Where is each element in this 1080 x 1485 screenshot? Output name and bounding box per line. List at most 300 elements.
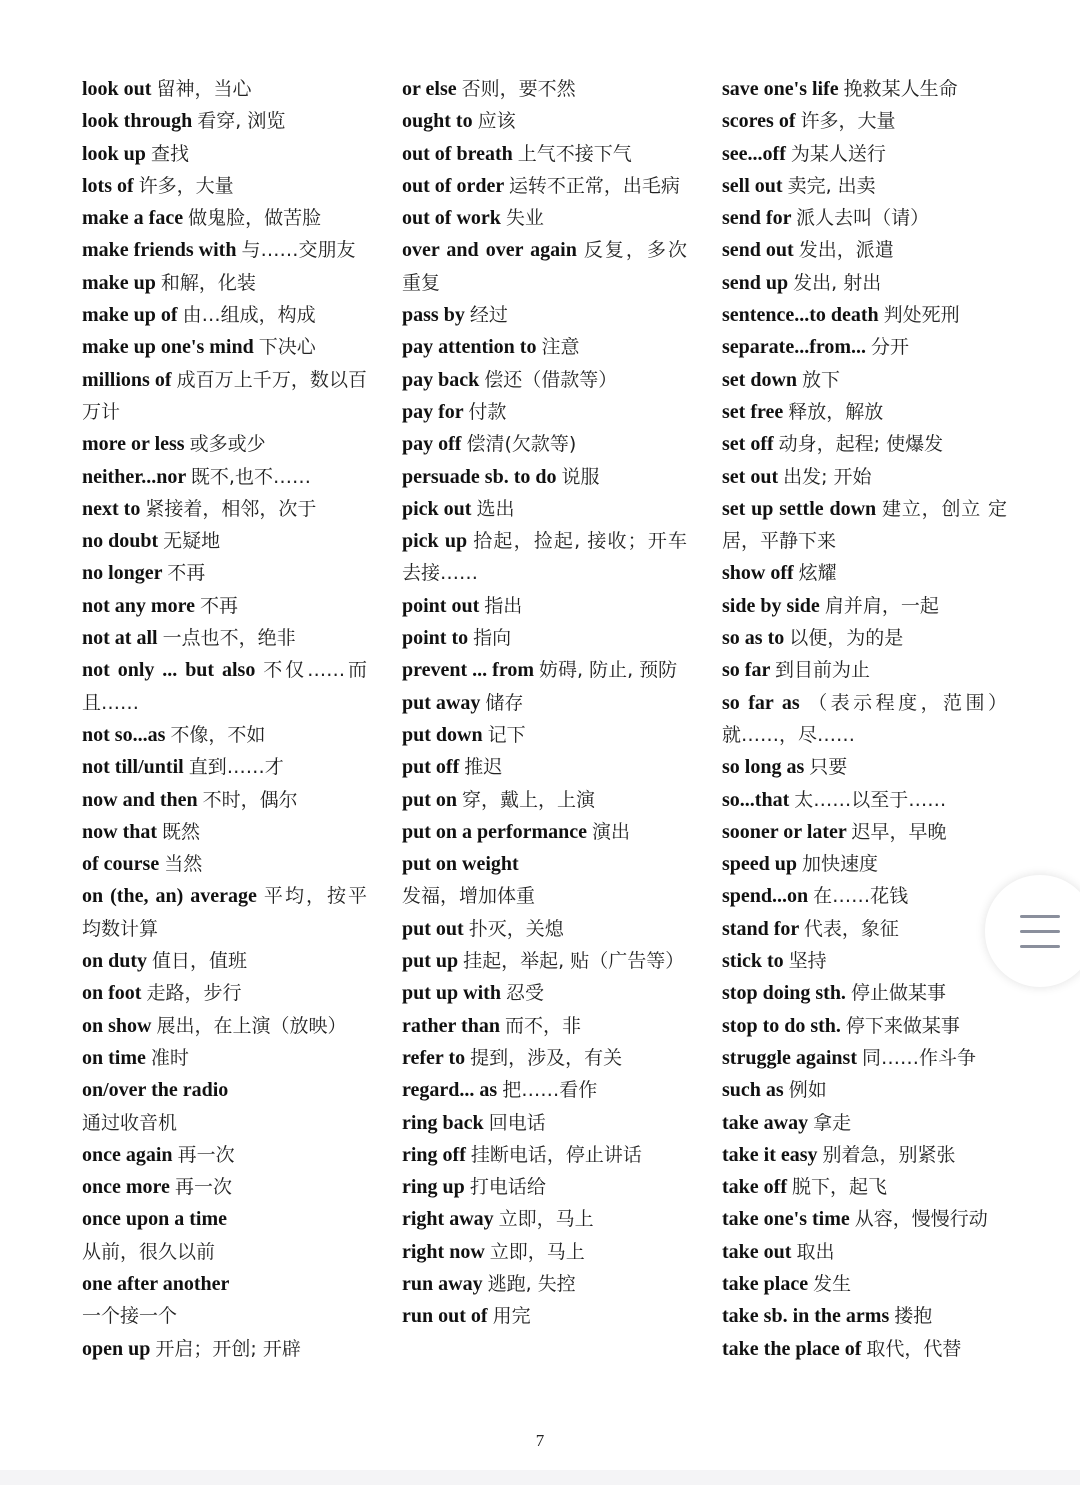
vocab-term: out of work — [402, 207, 501, 230]
vocab-term: see...off — [722, 142, 786, 165]
vocab-meaning: 从容，慢慢行动 — [854, 1208, 988, 1231]
vocab-entry — [402, 525, 687, 590]
vocab-entry — [402, 719, 687, 751]
vocab-meaning: 取代，代替 — [866, 1337, 962, 1360]
vocab-entry — [82, 1268, 367, 1333]
vocab-term: not at all — [82, 627, 158, 650]
vocab-meaning: 发福，增加体重 — [402, 885, 536, 908]
vocab-term: show off — [722, 562, 794, 585]
vocab-term: pay off — [402, 433, 462, 456]
vocab-entry — [722, 816, 1007, 848]
vocab-term: put away — [402, 691, 481, 714]
vocab-entry — [82, 73, 367, 105]
vocab-entry — [402, 784, 687, 816]
vocab-entry — [402, 1171, 687, 1203]
vocab-term: look through — [82, 110, 193, 133]
vocab-term: lots of — [82, 174, 134, 197]
vocab-term: send for — [722, 207, 792, 230]
vocab-term: pay for — [402, 400, 464, 423]
vocab-entry — [402, 1074, 687, 1106]
vocab-term: put down — [402, 723, 483, 746]
vocab-term: more or less — [82, 433, 185, 456]
vocab-meaning: 发出, 射出 — [793, 271, 882, 294]
vocab-meaning: 派人去叫（请） — [796, 207, 930, 230]
vocab-meaning: 忍受 — [505, 982, 544, 1005]
vocab-term: sentence...to death — [722, 304, 879, 327]
vocab-meaning: 失业 — [505, 207, 544, 230]
vocab-term: scores of — [722, 110, 796, 133]
vocab-term: so long as — [722, 756, 805, 779]
vocab-meaning: 为某人送行 — [790, 142, 886, 165]
vocab-meaning: 用完 — [492, 1305, 531, 1328]
vocab-term: put up — [402, 950, 459, 973]
vocab-term: or else — [402, 78, 457, 100]
vocab-entry — [82, 299, 367, 331]
vocab-term: prevent ... from — [402, 659, 535, 682]
vocab-term: take place — [722, 1272, 809, 1295]
vocab-term: put out — [402, 917, 464, 940]
vocab-term: rather than — [402, 1014, 500, 1037]
vocab-entry — [722, 1268, 1007, 1300]
vocab-meaning: 和解，化装 — [160, 271, 256, 294]
column-3 — [722, 73, 1007, 1365]
vocab-meaning: 到目前为止 — [774, 659, 870, 682]
vocab-entry — [722, 105, 1007, 137]
vocab-entry — [82, 784, 367, 816]
vocab-term: send up — [722, 271, 789, 294]
vocab-meaning: 许多，大量 — [138, 174, 234, 197]
vocab-meaning: 留神，当心 — [156, 78, 252, 100]
vocab-entry — [722, 170, 1007, 202]
vocab-entry — [722, 73, 1007, 105]
vocab-entry — [82, 428, 367, 460]
vocab-entry — [402, 138, 687, 170]
vocab-meaning: 肩并肩，一起 — [824, 594, 939, 617]
vocab-term: open up — [82, 1337, 151, 1360]
vocab-meaning: 做鬼脸，做苦脸 — [188, 207, 322, 230]
vocab-entry — [722, 428, 1007, 460]
vocab-term: put on — [402, 788, 458, 811]
vocab-term: so...that — [722, 788, 790, 811]
vocab-entry — [82, 105, 367, 137]
vocab-meaning: 立即，马上 — [489, 1240, 585, 1263]
vocab-meaning: 指向 — [473, 627, 512, 650]
vocab-meaning: 运转不正常，出毛病 — [508, 174, 680, 197]
vocab-entry — [82, 170, 367, 202]
vocab-meaning: 一个接一个 — [82, 1305, 178, 1328]
vocab-entry — [82, 1139, 367, 1171]
vocab-term: right now — [402, 1240, 485, 1263]
vocab-entry — [82, 977, 367, 1009]
vocab-entry — [82, 557, 367, 589]
vocab-meaning: 不再 — [199, 594, 238, 617]
vocab-entry — [722, 267, 1007, 299]
vocab-meaning: 建立，创立 定居，平静下来 — [722, 497, 1007, 553]
vocab-term: pick out — [402, 497, 472, 520]
vocab-entry — [402, 816, 687, 848]
vocab-entry — [82, 622, 367, 654]
vocab-term: on foot — [82, 982, 142, 1005]
vocab-entry — [402, 945, 687, 977]
vocab-entry — [402, 1010, 687, 1042]
vocab-meaning: 直到……才 — [188, 756, 284, 779]
vocab-entry — [402, 687, 687, 719]
vocab-meaning: 推迟 — [464, 756, 503, 779]
vocab-meaning: 储存 — [485, 691, 524, 714]
vocab-meaning: 否则，要不然 — [461, 78, 576, 100]
vocab-entry — [722, 138, 1007, 170]
vocab-entry — [722, 1203, 1007, 1235]
vocab-entry — [722, 590, 1007, 622]
vocab-entry — [82, 461, 367, 493]
vocab-term: speed up — [722, 853, 798, 876]
vocab-meaning: 当然 — [164, 853, 203, 876]
vocab-entry — [402, 1107, 687, 1139]
vocab-entry — [722, 1236, 1007, 1268]
vocab-meaning: 而不，非 — [504, 1014, 581, 1037]
vocab-entry — [722, 687, 1007, 752]
vocab-meaning: 不仅……而且…… — [82, 659, 367, 714]
vocab-term: refer to — [402, 1046, 466, 1069]
vocab-meaning: 拿走 — [813, 1111, 852, 1134]
vocab-entry — [402, 1042, 687, 1074]
vocab-term: put off — [402, 756, 460, 779]
vocab-entry — [82, 1042, 367, 1074]
vocab-entry — [722, 202, 1007, 234]
vocab-entry — [82, 525, 367, 557]
vocab-entry — [722, 1107, 1007, 1139]
vocab-meaning: 挽救某人生命 — [843, 78, 958, 100]
vocab-entry — [82, 331, 367, 363]
vocab-term: once more — [82, 1176, 170, 1199]
vocab-entry — [82, 590, 367, 622]
vocab-meaning: 太……以至于…… — [794, 788, 947, 811]
vocab-term: so as to — [722, 627, 785, 650]
vocab-meaning: 停下来做某事 — [845, 1014, 960, 1037]
vocab-meaning: 坚持 — [788, 950, 827, 973]
vocab-entry — [722, 364, 1007, 396]
bottom-bar — [0, 1470, 1080, 1485]
vocab-entry — [82, 1010, 367, 1042]
vocab-entry — [82, 848, 367, 880]
vocab-meaning: 回电话 — [488, 1111, 546, 1134]
vocab-term: ring off — [402, 1143, 466, 1166]
vocab-meaning: 注意 — [541, 336, 580, 359]
vocab-term: stand for — [722, 917, 799, 940]
vocab-meaning: 提到，涉及，有关 — [470, 1046, 623, 1069]
vocab-entry — [722, 557, 1007, 589]
vocab-entry — [722, 654, 1007, 686]
vocab-meaning: 平均，按平均数计算 — [82, 885, 367, 940]
vocab-meaning: 紧接着，相邻，次于 — [145, 497, 317, 520]
vocab-entry — [722, 945, 1007, 977]
vocab-entry — [82, 880, 367, 945]
vocab-entry — [402, 1236, 687, 1268]
hamburger-menu-icon — [1020, 915, 1060, 949]
vocab-meaning: 发出，派遣 — [798, 239, 894, 262]
vocab-term: such as — [722, 1079, 784, 1102]
vocab-meaning: 穿，戴上，上演 — [462, 788, 596, 811]
vocab-term: look out — [82, 78, 152, 100]
vocab-term: make a face — [82, 207, 184, 230]
vocab-term: not any more — [82, 594, 195, 617]
vocab-term: millions of — [82, 368, 172, 391]
vocab-term: sell out — [722, 174, 783, 197]
vocab-meaning: 通过收音机 — [82, 1111, 178, 1134]
vocab-entry — [402, 234, 687, 299]
vocab-entry — [722, 493, 1007, 558]
vocab-entry — [402, 622, 687, 654]
vocab-term: ring back — [402, 1111, 484, 1134]
vocab-term: so far as — [722, 691, 800, 714]
vocab-entry — [722, 751, 1007, 783]
vocab-meaning: 再一次 — [174, 1176, 232, 1199]
vocab-entry — [82, 364, 367, 429]
vocab-entry — [82, 816, 367, 848]
vocab-term: on/over the radio — [82, 1079, 229, 1102]
vocab-meaning: 发生 — [813, 1272, 852, 1295]
vocab-term: stick to — [722, 950, 784, 973]
vocab-term: on duty — [82, 950, 148, 973]
vocab-term: ring up — [402, 1176, 465, 1199]
vocab-meaning: 例如 — [788, 1079, 827, 1102]
vocab-meaning: 查找 — [150, 142, 189, 165]
vocab-term: separate...from... — [722, 336, 867, 359]
vocab-term: ought to — [402, 110, 473, 133]
vocab-entry — [402, 590, 687, 622]
vocab-term: set up settle down — [722, 497, 877, 520]
vocab-meaning: 准时 — [150, 1046, 189, 1069]
vocab-meaning: 展出，在上演（放映） — [156, 1014, 347, 1037]
vocab-term: one after another — [82, 1272, 230, 1295]
vocab-entry — [722, 461, 1007, 493]
vocab-meaning: 开启；开创; 开辟 — [155, 1337, 301, 1360]
vocab-term: point out — [402, 594, 480, 617]
vocab-entry — [402, 1300, 687, 1332]
vocab-entry — [722, 848, 1007, 880]
vocab-meaning: 出发; 开始 — [783, 465, 872, 488]
vocab-meaning: 由…组成，构成 — [182, 304, 316, 327]
vocab-term: of course — [82, 853, 160, 876]
vocab-term: pay back — [402, 368, 480, 391]
vocab-meaning: 许多，大量 — [800, 110, 896, 133]
vocab-entry — [722, 234, 1007, 266]
vocab-term: pick up — [402, 530, 468, 553]
vocab-term: struggle against — [722, 1046, 857, 1069]
vocab-term: set down — [722, 368, 798, 391]
vocab-term: take away — [722, 1111, 809, 1134]
vocab-meaning: 打电话给 — [469, 1176, 546, 1199]
vocab-meaning: （表示程度，范围）就……，尽…… — [722, 691, 1007, 746]
vocab-entry — [722, 1042, 1007, 1074]
vocab-term: over and over again — [402, 239, 577, 262]
vocab-meaning: 同……作斗争 — [862, 1046, 977, 1069]
vocab-meaning: 付款 — [468, 400, 507, 423]
vocab-entry — [82, 945, 367, 977]
vocab-entry — [722, 1010, 1007, 1042]
vocab-term: make up — [82, 271, 156, 294]
vocab-entry — [402, 364, 687, 396]
vocab-term: stop to do sth. — [722, 1014, 841, 1037]
vocab-meaning: 代表，象征 — [803, 917, 899, 940]
vocab-term: set out — [722, 465, 779, 488]
vocab-meaning: 既然 — [162, 820, 201, 843]
vocab-entry — [402, 299, 687, 331]
vocab-term: put on a performance — [402, 820, 587, 843]
vocab-entry — [402, 73, 687, 105]
vocab-meaning: 扑灭，关熄 — [468, 917, 564, 940]
vocab-term: once upon a time — [82, 1208, 227, 1231]
vocab-meaning: 记下 — [487, 723, 526, 746]
vocab-term: put on weight — [402, 853, 519, 876]
column-1 — [82, 73, 367, 1365]
vocab-entry — [722, 1171, 1007, 1203]
vocab-entry — [722, 331, 1007, 363]
vocab-meaning: 既不,也不…… — [190, 465, 311, 488]
vocab-term: run away — [402, 1272, 483, 1295]
vocab-entry — [82, 138, 367, 170]
vocab-term: pay attention to — [402, 336, 537, 359]
vocab-term: save one's life — [722, 78, 839, 100]
vocab-meaning: 加快速度 — [802, 853, 879, 876]
vocab-entry — [402, 654, 687, 686]
vocab-term: no doubt — [82, 530, 159, 553]
vocab-term: take off — [722, 1176, 787, 1199]
column-2 — [402, 73, 687, 1333]
vocab-meaning: 立即，马上 — [498, 1208, 594, 1231]
vocab-meaning: 在……花钱 — [813, 885, 909, 908]
vocab-meaning: 偿清(欠款等) — [466, 433, 577, 456]
vocab-entry — [82, 267, 367, 299]
vocab-term: neither...nor — [82, 465, 186, 488]
vocab-term: persuade sb. to do — [402, 465, 557, 488]
vocab-entry — [402, 1203, 687, 1235]
vocab-term: not so...as — [82, 723, 166, 746]
vocab-term: next to — [82, 497, 141, 520]
vocab-entry — [82, 1333, 367, 1365]
vocab-meaning: 迟早，早晚 — [851, 820, 947, 843]
vocab-entry — [82, 234, 367, 266]
vocab-meaning: 走路，步行 — [146, 982, 242, 1005]
page-number: 7 — [535, 1431, 545, 1450]
vocab-entry — [82, 493, 367, 525]
vocab-term: make friends with — [82, 239, 237, 262]
vocab-entry — [722, 1139, 1007, 1171]
vocab-entry — [722, 913, 1007, 945]
vocab-term: so far — [722, 659, 770, 682]
vocab-entry — [402, 913, 687, 945]
vocab-meaning: 别着急，别紧张 — [822, 1143, 956, 1166]
vocab-term: out of order — [402, 174, 504, 197]
vocab-meaning: 挂断电话，停止讲话 — [470, 1143, 642, 1166]
vocab-term: set free — [722, 400, 784, 423]
vocab-meaning: 停止做某事 — [850, 982, 946, 1005]
vocab-meaning: 成百万上千万，数以百万计 — [82, 368, 368, 423]
vocab-entry — [82, 654, 367, 719]
vocab-meaning: 看穿, 浏览 — [197, 110, 286, 133]
vocab-meaning: 放下 — [802, 368, 841, 391]
vocab-term: right away — [402, 1208, 494, 1231]
vocab-meaning: 妨碍, 防止, 预防 — [539, 659, 678, 682]
vocab-meaning: 逃跑, 失控 — [487, 1272, 576, 1295]
vocab-entry — [402, 331, 687, 363]
vocab-term: sooner or later — [722, 820, 847, 843]
vocab-term: point to — [402, 627, 469, 650]
vocab-meaning: 演出 — [591, 820, 630, 843]
vocab-meaning: 再一次 — [177, 1143, 235, 1166]
vocab-entry — [82, 1171, 367, 1203]
vocab-entry — [722, 784, 1007, 816]
vocab-term: put up with — [402, 982, 501, 1005]
vocab-meaning: 无疑地 — [163, 530, 221, 553]
vocab-meaning: 分开 — [871, 336, 910, 359]
vocab-term: make up one's mind — [82, 336, 254, 359]
vocab-entry — [722, 880, 1007, 912]
vocab-term: out of breath — [402, 142, 513, 165]
vocab-term: set off — [722, 433, 774, 456]
vocab-entry — [722, 299, 1007, 331]
vocab-term: look up — [82, 142, 146, 165]
vocab-meaning: 经过 — [469, 304, 508, 327]
vocab-term: take it easy — [722, 1143, 818, 1166]
vocab-entry — [402, 105, 687, 137]
vocab-term: stop doing sth. — [722, 982, 846, 1005]
vocab-entry — [402, 848, 687, 913]
vocab-entry — [402, 493, 687, 525]
vocab-entry — [402, 396, 687, 428]
vocab-meaning: 以便，为的是 — [789, 627, 904, 650]
vocab-term: take the place of — [722, 1337, 862, 1360]
vocab-meaning: 动身，起程; 使爆发 — [778, 433, 944, 456]
vocab-entry — [722, 396, 1007, 428]
vocab-meaning: 下决心 — [258, 336, 316, 359]
vocab-meaning: 一点也不，绝非 — [162, 627, 296, 650]
vocab-entry — [722, 1074, 1007, 1106]
vocab-meaning: 偿还（借款等） — [484, 368, 618, 391]
vocab-meaning: 值日，值班 — [152, 950, 248, 973]
vocab-meaning: 判处死刑 — [883, 304, 960, 327]
vocab-term: take one's time — [722, 1208, 850, 1231]
vocab-meaning: 不时，偶尔 — [202, 788, 298, 811]
vocab-term: on (the, an) average — [82, 885, 257, 908]
vocab-meaning: 取出 — [796, 1240, 835, 1263]
vocab-entry — [722, 1300, 1007, 1332]
vocab-meaning: 从前，很久以前 — [82, 1240, 216, 1263]
vocab-meaning: 只要 — [809, 756, 848, 779]
vocab-meaning: 指出 — [484, 594, 523, 617]
vocab-entry — [402, 1139, 687, 1171]
vocab-entry — [722, 977, 1007, 1009]
vocab-meaning: 拾起，捡起, 接收；开车去接…… — [402, 530, 687, 585]
vocab-meaning: 炫耀 — [798, 562, 837, 585]
vocab-meaning: 与……交朋友 — [241, 239, 356, 262]
vocab-entry — [402, 977, 687, 1009]
vocab-meaning: 应该 — [477, 110, 516, 133]
vocab-meaning: 或多或少 — [189, 433, 266, 456]
vocab-entry — [402, 751, 687, 783]
vocab-meaning: 选出 — [476, 497, 515, 520]
vocab-term: take sb. in the arms — [722, 1305, 890, 1328]
vocab-term: now that — [82, 820, 158, 843]
vocab-entry — [82, 1074, 367, 1139]
vocab-entry — [722, 622, 1007, 654]
vocab-term: once again — [82, 1143, 173, 1166]
vocab-meaning: 上气不接下气 — [517, 142, 632, 165]
vocab-term: send out — [722, 239, 794, 262]
vocab-entry — [82, 202, 367, 234]
vocab-meaning: 脱下，起飞 — [791, 1176, 887, 1199]
vocab-meaning: 反复，多次重复 — [402, 239, 687, 294]
